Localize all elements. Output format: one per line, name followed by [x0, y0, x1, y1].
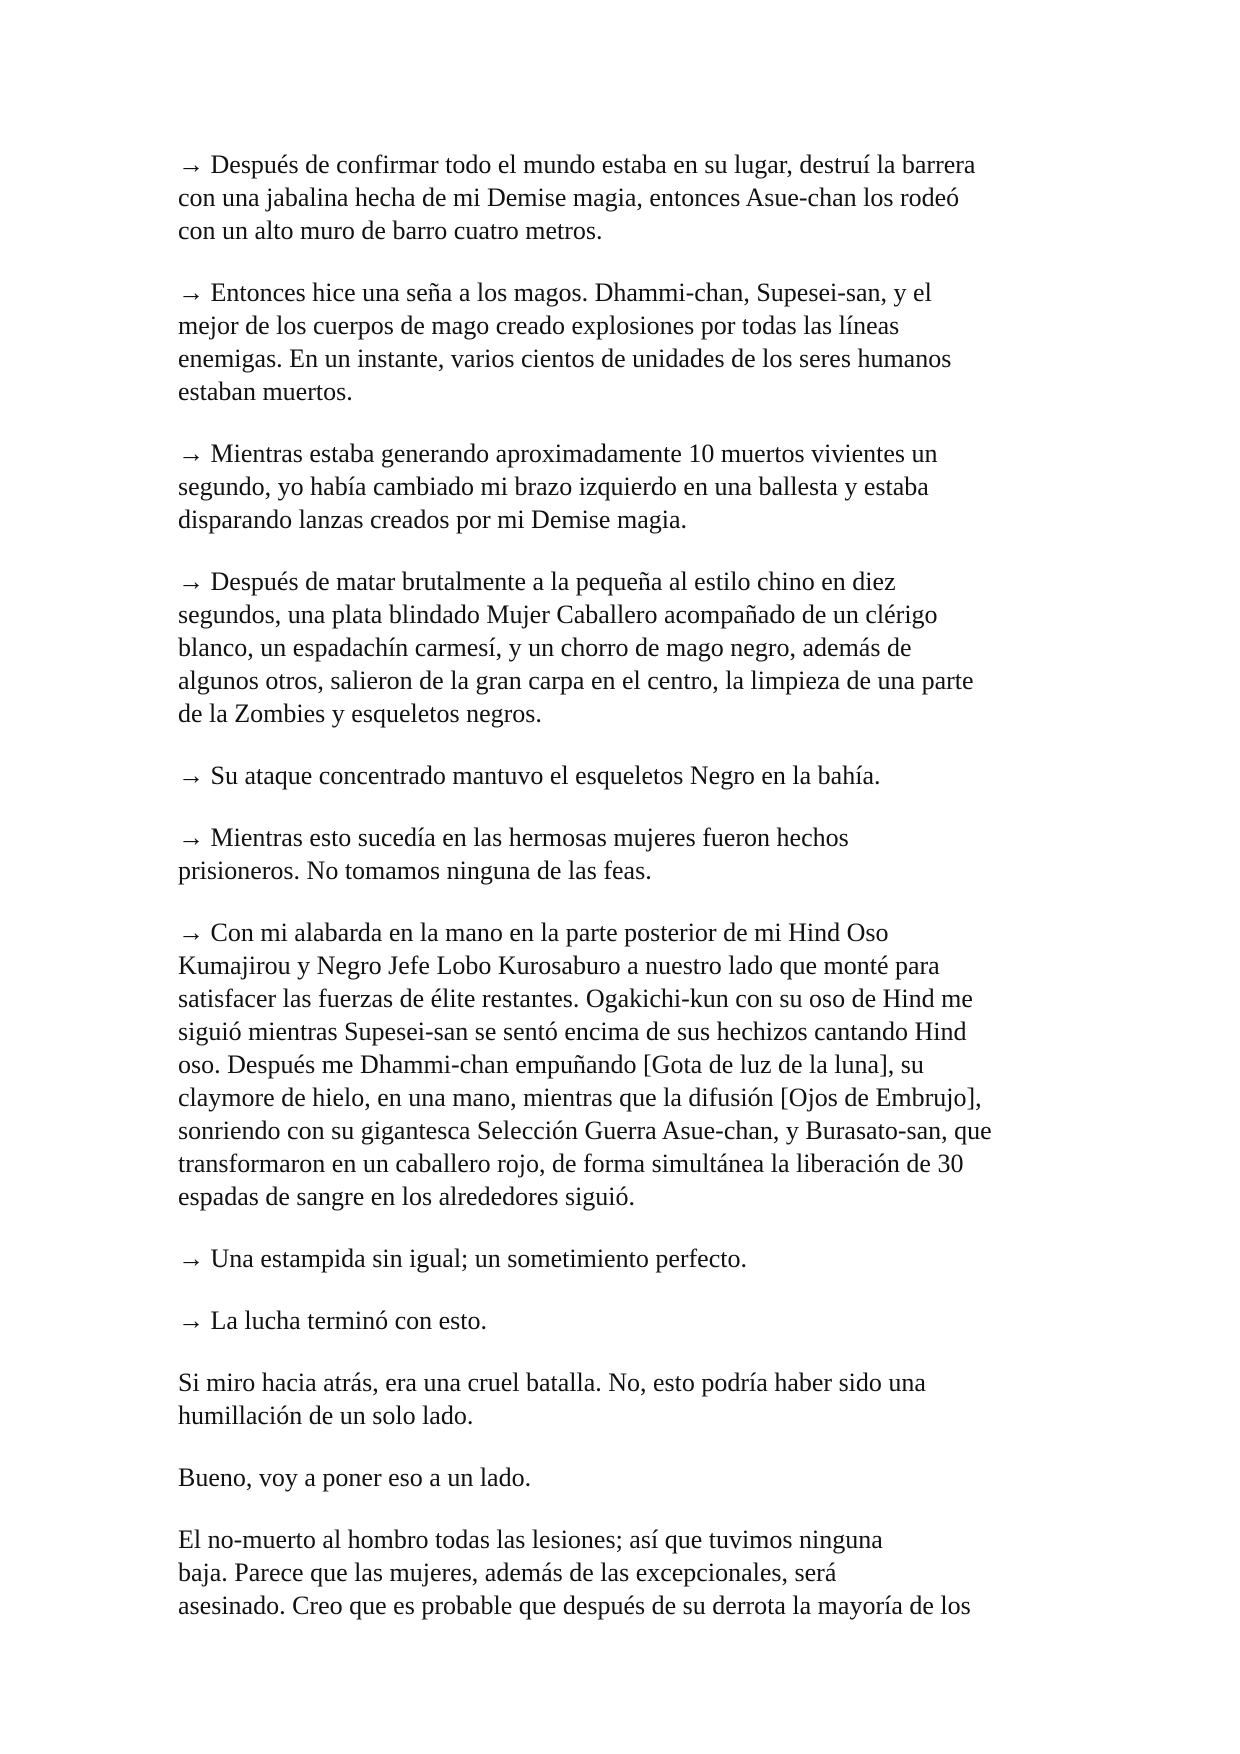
- paragraph: [178, 1366, 1078, 1432]
- paragraph: [178, 148, 1078, 247]
- text-line: → Mientras estaba generando aproximadamente 10 muertos vivientes un: [178, 439, 938, 468]
- text-line: mejor de los cuerpos de mago creado explosiones por todas las líneas: [178, 311, 900, 340]
- text-line: oso. Después me Dhammi-chan empuñando [Gota de luz de la luna], su: [178, 1050, 924, 1079]
- paragraph: [178, 437, 1078, 536]
- text-line: espadas de sangre en los alrededores siguió.: [178, 1182, 636, 1211]
- text-line: humillación de un solo lado.: [178, 1401, 474, 1430]
- text-line: prisioneros. No tomamos ninguna de las feas.: [178, 856, 652, 885]
- text-line: baja. Parece que las mujeres, además de las excepcionales, será: [178, 1558, 837, 1587]
- text-line: segundos, una plata blindado Mujer Caballero acompañado de un clérigo: [178, 600, 938, 629]
- paragraph: [178, 565, 1078, 730]
- text-line: Bueno, voy a poner eso a un lado.: [178, 1463, 532, 1492]
- text-line: asesinado. Creo que es probable que después de su derrota la mayoría de los: [178, 1591, 971, 1620]
- text-line: transformaron en un caballero rojo, de forma simultánea la liberación de 30: [178, 1149, 964, 1178]
- paragraph: [178, 1461, 1078, 1494]
- text-line: claymore de hielo, en una mano, mientras que la difusión [Ojos de Embrujo],: [178, 1083, 982, 1112]
- text-line: → Mientras esto sucedía en las hermosas mujeres fueron hechos: [178, 823, 849, 852]
- text-line: estaban muertos.: [178, 377, 353, 406]
- text-line: → Después de matar brutalmente a la pequeña al estilo chino en diez: [178, 567, 896, 596]
- text-line: → Su ataque concentrado mantuvo el esqueletos Negro en la bahía.: [178, 761, 881, 790]
- paragraph: [178, 916, 1078, 1213]
- text-line: El no-muerto al hombro todas las lesiones; así que tuvimos ninguna: [178, 1525, 883, 1554]
- paragraph: [178, 1242, 1078, 1275]
- paragraph: [178, 759, 1078, 792]
- text-line: algunos otros, salieron de la gran carpa en el centro, la limpieza de una parte: [178, 666, 974, 695]
- text-line: segundo, yo había cambiado mi brazo izquierdo en una ballesta y estaba: [178, 472, 929, 501]
- paragraph: [178, 821, 1078, 887]
- text-line: → Después de confirmar todo el mundo estaba en su lugar, destruí la barrera: [178, 150, 976, 179]
- text-line: de la Zombies y esqueletos negros.: [178, 699, 542, 728]
- text-line: con una jabalina hecha de mi Demise magia, entonces Asue-chan los rodeó: [178, 183, 960, 212]
- text-line: enemigas. En un instante, varios cientos de unidades de los seres humanos: [178, 344, 952, 373]
- text-line: disparando lanzas creados por mi Demise magia.: [178, 505, 687, 534]
- text-line: sonriendo con su gigantesca Selección Guerra Asue-chan, y Burasato-san, que: [178, 1116, 992, 1145]
- paragraph: [178, 276, 1078, 408]
- text-line: → Con mi alabarda en la mano en la parte posterior de mi Hind Oso: [178, 918, 889, 947]
- text-line: satisfacer las fuerzas de élite restantes. Ogakichi-kun con su oso de Hind me: [178, 984, 973, 1013]
- body-text: [178, 148, 1078, 1651]
- text-line: con un alto muro de barro cuatro metros.: [178, 216, 603, 245]
- text-line: blanco, un espadachín carmesí, y un chorro de mago negro, además de: [178, 633, 912, 662]
- text-line: Si miro hacia atrás, era una cruel batalla. No, esto podría haber sido una: [178, 1368, 926, 1397]
- text-line: Kumajirou y Negro Jefe Lobo Kurosaburo a nuestro lado que monté para: [178, 951, 940, 980]
- text-line: → Una estampida sin igual; un sometimiento perfecto.: [178, 1244, 747, 1273]
- text-line: → Entonces hice una seña a los magos. Dhammi-chan, Supesei-san, y el: [178, 278, 932, 307]
- text-line: siguió mientras Supesei-san se sentó encima de sus hechizos cantando Hind: [178, 1017, 967, 1046]
- paragraph: [178, 1304, 1078, 1337]
- text-line: → La lucha terminó con esto.: [178, 1306, 488, 1335]
- paragraph: [178, 1523, 1078, 1622]
